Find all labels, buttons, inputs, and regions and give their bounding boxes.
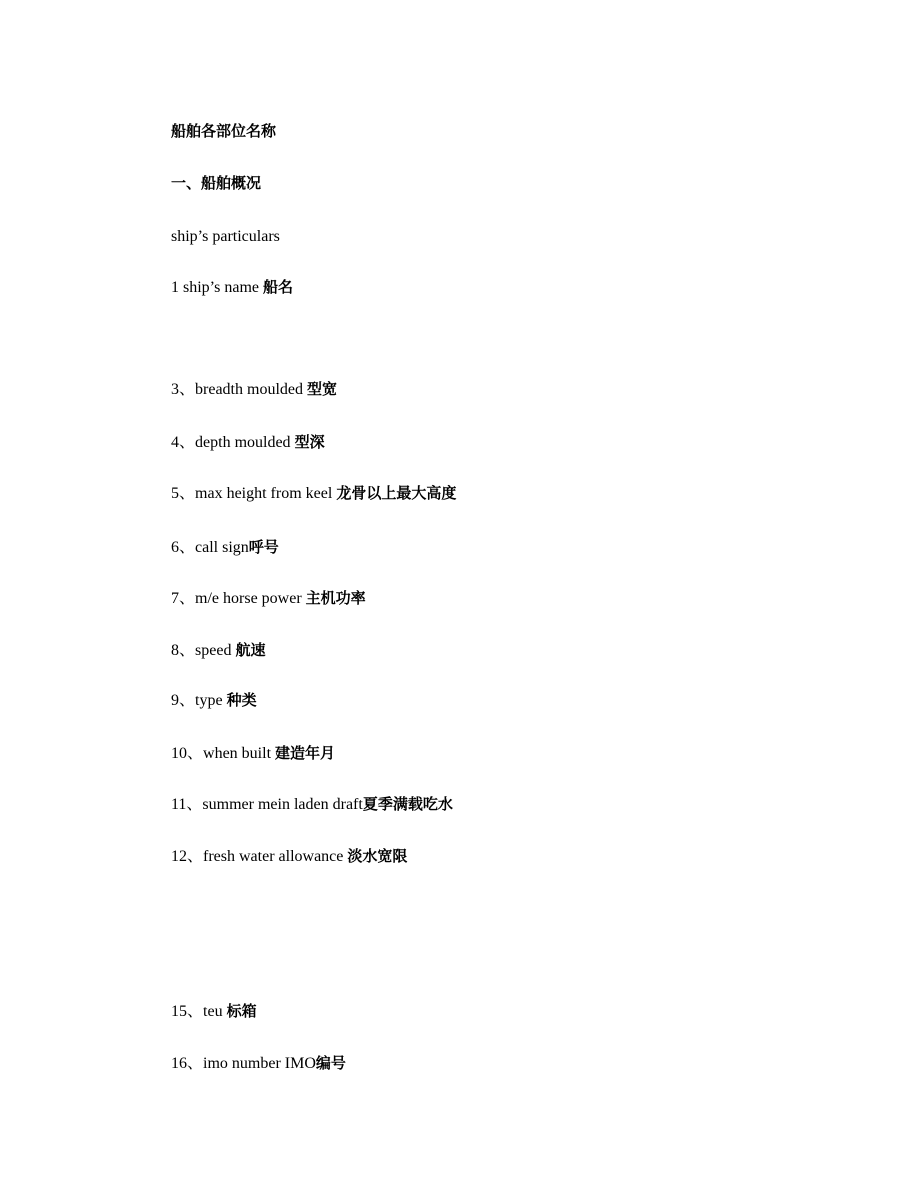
item-chinese: 建造年月 — [275, 744, 336, 762]
item-chinese: 主机功率 — [305, 589, 366, 607]
document-title: 船舶各部位名称 — [171, 122, 277, 140]
item-number: 16、 — [171, 1055, 204, 1072]
list-item — [171, 432, 325, 453]
section-heading: 一、船舶概况 — [171, 174, 262, 192]
item-english: summer mein laden draft — [202, 796, 363, 813]
item-number: 5、 — [171, 485, 196, 502]
item-chinese: 编号 — [315, 1054, 346, 1072]
list-item — [171, 743, 335, 764]
item-chinese: 航速 — [235, 641, 266, 659]
item-number: 1 — [171, 279, 183, 296]
item-chinese: 淡水宽限 — [347, 847, 408, 865]
list-item — [171, 588, 366, 609]
list-item — [171, 1053, 346, 1074]
item-number: 15、 — [171, 1003, 204, 1020]
list-item — [171, 640, 265, 661]
item-english: imo number IMO — [203, 1055, 316, 1072]
item-english: call sign — [195, 539, 249, 556]
item-chinese: 夏季满载吃水 — [362, 795, 453, 813]
list-item — [171, 690, 257, 711]
item-number: 7、 — [171, 590, 196, 607]
item-number: 11、 — [171, 796, 203, 813]
item-chinese: 呼号 — [248, 538, 279, 556]
item-number: 10、 — [171, 745, 204, 762]
item-chinese: 型深 — [294, 433, 325, 451]
item-english: teu — [203, 1003, 227, 1020]
item-number: 3、 — [171, 381, 196, 398]
item-english: ship’s name — [183, 279, 263, 296]
item-number: 12、 — [171, 848, 204, 865]
list-item — [171, 846, 407, 867]
item-english: max height from keel — [195, 485, 337, 502]
item-english: breadth moulded — [195, 381, 307, 398]
item-chinese: 标箱 — [226, 1002, 257, 1020]
item-number: 6、 — [171, 539, 196, 556]
item-number: 9、 — [171, 692, 196, 709]
list-item — [171, 1001, 257, 1022]
list-item — [171, 794, 453, 815]
item-english: fresh water allowance — [203, 848, 348, 865]
list-item — [171, 537, 279, 558]
item-number: 4、 — [171, 434, 196, 451]
item-number: 8、 — [171, 642, 196, 659]
item-chinese: 种类 — [226, 691, 257, 709]
item-chinese: 船名 — [263, 278, 294, 296]
item-english: m/e horse power — [195, 590, 306, 607]
item-chinese: 型宽 — [306, 380, 337, 398]
list-item — [171, 277, 293, 298]
item-english: type — [195, 692, 227, 709]
item-english: speed — [195, 642, 236, 659]
item-chinese: 龙骨以上最大高度 — [336, 484, 457, 502]
list-item — [171, 483, 456, 504]
section-subtitle: ship’s particulars — [171, 228, 280, 245]
item-english: when built — [203, 745, 276, 762]
list-item — [171, 379, 337, 400]
item-english: depth moulded — [195, 434, 295, 451]
